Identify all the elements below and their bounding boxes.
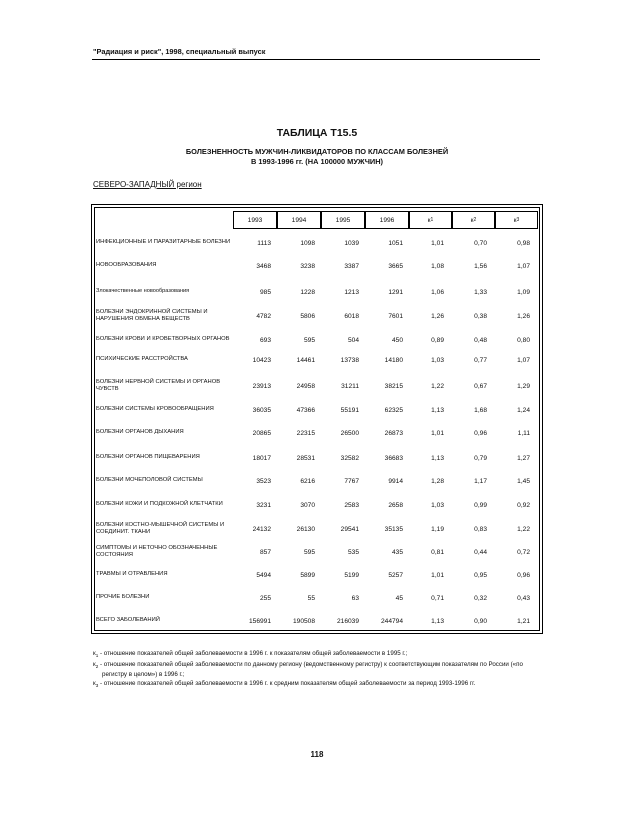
cell-к1: 1,19: [431, 525, 444, 533]
cell-1993: 3523: [256, 477, 271, 485]
cell-к2: 1,56: [474, 262, 487, 270]
footnote-k3: $к_3$ - отношение показателей общей заболеваемости в 1996 г. к средним показателям общей заболеваемости за период 1993-1996 гг.: [93, 679, 476, 688]
column-header-к3: к 3: [495, 211, 538, 229]
cell-1996: 1291: [388, 288, 403, 296]
row-label: ПСИХИЧЕСКИЕ РАССТРОЙСТВА: [96, 356, 188, 363]
cell-1993: 4782: [256, 312, 271, 320]
page-number: 118: [310, 750, 324, 759]
cell-к2: 0,70: [474, 239, 487, 247]
cell-к1: 0,89: [431, 336, 444, 344]
row-label: БОЛЕЗНИ КОЖИ И ПОДКОЖНОЙ КЛЕТЧАТКИ: [96, 501, 223, 508]
cell-1995: 13738: [340, 356, 359, 364]
cell-1995: 7767: [344, 477, 359, 485]
table-row: [94, 610, 540, 632]
cell-к3: 1,07: [517, 262, 530, 270]
cell-1995: 55191: [340, 406, 359, 414]
cell-к1: 1,22: [431, 382, 444, 390]
footnote-k2: $к_2$ - отношение показателей общей заболеваемости по данному региону (ведомственному регистру) к соответствующим показателям по России («по регистру в целом») в 1996 г.;: [93, 660, 523, 679]
row-label: БОЛЕЗНИ КОСТНО-МЫШЕЧНОЙ СИСТЕМЫ И СОЕДИНИТ. ТКАНИ: [96, 521, 225, 535]
cell-1996: 62325: [384, 406, 403, 414]
cell-1993: 156991: [248, 617, 271, 625]
cell-1995: 535: [347, 548, 359, 556]
cell-к3: 1,24: [517, 406, 530, 414]
cell-к1: 1,03: [431, 356, 444, 364]
cell-1995: 29541: [340, 525, 359, 533]
cell-к1: 1,13: [431, 406, 444, 414]
table-row: [94, 447, 540, 469]
cell-к2: 1,33: [474, 288, 487, 296]
table-subtitle: [0, 147, 634, 167]
table-row: [94, 305, 540, 327]
cell-к2: 1,17: [474, 477, 487, 485]
cell-к2: 0,83: [474, 525, 487, 533]
cell-к2: 0,77: [474, 356, 487, 364]
cell-1993: 23913: [252, 382, 271, 390]
cell-1994: 24958: [296, 382, 315, 390]
cell-1994: 1228: [300, 288, 315, 296]
cell-к2: 0,95: [474, 571, 487, 579]
cell-1993: 10423: [252, 356, 271, 364]
cell-к1: 1,01: [431, 571, 444, 579]
cell-к3: 1,27: [517, 454, 530, 462]
row-label: БОЛЕЗНИ МОЧЕПОЛОВОЙ СИСТЕМЫ: [96, 477, 203, 484]
table-row: [94, 399, 540, 421]
cell-1996: 35135: [384, 525, 403, 533]
header-rule: [92, 59, 540, 60]
cell-к1: 1,13: [431, 617, 444, 625]
cell-к2: 0,38: [474, 312, 487, 320]
cell-1993: 985: [259, 288, 271, 296]
row-label: БОЛЕЗНИ НЕРВНОЙ СИСТЕМЫ И ОРГАНОВ ЧУВСТВ: [96, 378, 221, 392]
table-row: [94, 470, 540, 492]
cell-1994: 47366: [296, 406, 315, 414]
cell-1995: 31211: [341, 382, 359, 390]
cell-к1: 1,08: [431, 262, 444, 270]
table-row: [94, 587, 540, 609]
cell-1993: 36035: [252, 406, 271, 414]
row-label: ПРОЧИЕ БОЛЕЗНИ: [96, 594, 150, 601]
table-row: [94, 375, 540, 397]
cell-1996: 1051: [388, 239, 403, 247]
row-label: БОЛЕЗНИ СИСТЕМЫ КРОВООБРАЩЕНИЯ: [96, 406, 214, 413]
cell-1996: 7601: [388, 312, 403, 320]
row-label: Злокачественные новообразования: [96, 288, 190, 295]
subtitle-line-2: В 1993-1996 гг. (НА 100000 МУЖЧИН): [250, 157, 384, 166]
table-row: [94, 349, 540, 371]
cell-1996: 26873: [384, 429, 403, 437]
column-header-1995: 1995: [321, 211, 365, 229]
cell-к3: 0,43: [517, 594, 530, 602]
cell-к3: 1,45: [517, 477, 530, 485]
row-label: БОЛЕЗНИ ОРГАНОВ ПИЩЕВАРЕНИЯ: [96, 454, 200, 461]
row-label: БОЛЕЗНИ КРОВИ И КРОВЕТВОРНЫХ ОРГАНОВ: [96, 336, 230, 343]
table-row: [94, 494, 540, 516]
cell-к3: 1,11: [517, 429, 530, 437]
cell-к1: 1,03: [431, 501, 444, 509]
cell-1996: 5257: [388, 571, 403, 579]
cell-1996: 244794: [380, 617, 403, 625]
cell-1996: 38215: [384, 382, 403, 390]
cell-к3: 0,92: [517, 501, 530, 509]
cell-1994: 55: [307, 594, 315, 602]
cell-1993: 255: [259, 594, 271, 602]
table-row: [94, 255, 540, 277]
cell-к3: 1,26: [517, 312, 530, 320]
cell-к3: 1,29: [517, 382, 530, 390]
cell-к2: 0,32: [474, 594, 487, 602]
cell-1993: 3231: [256, 501, 271, 509]
column-header-1996: 1996: [365, 211, 409, 229]
table-row: [94, 281, 540, 303]
column-header-1994: 1994: [277, 211, 321, 229]
row-label: БОЛЕЗНИ ЭНДОКРИННОЙ СИСТЕМЫ И НАРУШЕНИЯ ОБМЕНА ВЕЩЕСТВ: [96, 308, 208, 322]
cell-к2: 1,68: [474, 406, 487, 414]
subtitle-line-1: БОЛЕЗНЕННОСТЬ МУЖЧИН-ЛИКВИДАТОРОВ ПО КЛАССАМ БОЛЕЗНЕЙ: [185, 147, 449, 156]
cell-1993: 24132: [252, 525, 271, 533]
cell-1993: 20865: [252, 429, 271, 437]
cell-к3: 0,96: [517, 571, 530, 579]
cell-1996: 36683: [384, 454, 403, 462]
cell-1995: 216039: [336, 617, 359, 625]
cell-к3: 0,80: [517, 336, 530, 344]
cell-1995: 1039: [344, 239, 359, 247]
cell-1995: 1213: [344, 288, 359, 296]
cell-к3: 0,98: [517, 239, 530, 247]
cell-1996: 435: [391, 548, 403, 556]
cell-1994: 190508: [292, 617, 315, 625]
cell-1995: 5199: [344, 571, 359, 579]
cell-1995: 2583: [344, 501, 359, 509]
footnote-k1: $к_1$ - отношение показателей общей заболеваемости в 1996 г. к показателям общей заболеваемости в 1995 г.;: [93, 650, 408, 659]
row-label: НОВООБРАЗОВАНИЯ: [96, 262, 157, 269]
table-row: [94, 232, 540, 254]
cell-1993: 18017: [252, 454, 271, 462]
cell-1994: 5806: [300, 312, 315, 320]
cell-1995: 63: [351, 594, 359, 602]
cell-1993: 857: [259, 548, 271, 556]
table-title: ТАБЛИЦА Т15.5: [276, 127, 358, 139]
cell-1993: 3468: [256, 262, 271, 270]
cell-1995: 26500: [340, 429, 359, 437]
cell-1993: 5494: [256, 571, 271, 579]
cell-1995: 3387: [344, 262, 359, 270]
cell-1995: 6018: [344, 312, 359, 320]
cell-1994: 14461: [296, 356, 315, 364]
cell-к3: 1,09: [517, 288, 530, 296]
cell-1994: 28531: [296, 454, 315, 462]
cell-к1: 1,26: [431, 312, 444, 320]
cell-1994: 3238: [300, 262, 315, 270]
cell-1996: 3665: [388, 262, 403, 270]
row-label: ИНФЕКЦИОННЫЕ И ПАРАЗИТАРНЫЕ БОЛЕЗНИ: [96, 239, 231, 246]
footnotes: [93, 650, 543, 690]
cell-к2: 0,48: [474, 336, 487, 344]
cell-1993: 693: [259, 336, 271, 344]
cell-к1: 0,71: [431, 594, 444, 602]
cell-1995: 32582: [340, 454, 359, 462]
cell-1996: 450: [391, 336, 403, 344]
column-header-к1: к 1: [409, 211, 452, 229]
table-row: [94, 422, 540, 444]
cell-к1: 1,28: [431, 477, 444, 485]
table-row: [94, 564, 540, 586]
cell-1994: 1098: [300, 239, 315, 247]
column-header-1993: 1993: [233, 211, 277, 229]
cell-к2: 0,99: [474, 501, 487, 509]
cell-к1: 1,13: [431, 454, 444, 462]
table-row: [94, 541, 540, 563]
cell-к1: 0,81: [431, 548, 444, 556]
cell-к2: 0,96: [474, 429, 487, 437]
cell-1995: 504: [347, 336, 359, 344]
cell-1994: 595: [303, 336, 315, 344]
running-header: "Радиация и риск", 1998, специальный выпуск: [93, 47, 266, 56]
cell-к3: 1,22: [517, 525, 530, 533]
cell-1994: 22315: [296, 429, 315, 437]
cell-к1: 1,06: [431, 288, 444, 296]
row-label: ВСЕГО ЗАБОЛЕВАНИЙ: [96, 617, 160, 624]
row-label: БОЛЕЗНИ ОРГАНОВ ДЫХАНИЯ: [96, 429, 184, 436]
cell-1994: 6216: [300, 477, 315, 485]
cell-1996: 2658: [388, 501, 403, 509]
cell-к1: 1,01: [431, 429, 444, 437]
cell-1993: 1113: [257, 239, 271, 247]
table-row: [94, 329, 540, 351]
cell-к3: 1,07: [517, 356, 530, 364]
cell-к2: 0,90: [474, 617, 487, 625]
cell-к2: 0,44: [474, 548, 487, 556]
table-row: [94, 518, 540, 540]
cell-к2: 0,67: [474, 382, 487, 390]
cell-1994: 5899: [300, 571, 315, 579]
column-header-к2: к 2: [452, 211, 495, 229]
cell-1996: 14180: [384, 356, 403, 364]
cell-1994: 3070: [300, 501, 315, 509]
row-label: ТРАВМЫ И ОТРАВЛЕНИЯ: [96, 571, 168, 578]
cell-1996: 45: [395, 594, 403, 602]
cell-к2: 0,79: [474, 454, 487, 462]
region-label: СЕВЕРО-ЗАПАДНЫЙ регион: [93, 180, 202, 189]
cell-1994: 26130: [296, 525, 315, 533]
row-label: СИМПТОМЫ И НЕТОЧНО ОБОЗНАЧЕННЫЕ СОСТОЯНИЯ: [96, 544, 218, 558]
cell-к3: 0,72: [517, 548, 530, 556]
cell-к3: 1,21: [517, 617, 530, 625]
cell-1994: 595: [303, 548, 315, 556]
cell-к1: 1,01: [431, 239, 444, 247]
cell-1996: 9914: [388, 477, 403, 485]
